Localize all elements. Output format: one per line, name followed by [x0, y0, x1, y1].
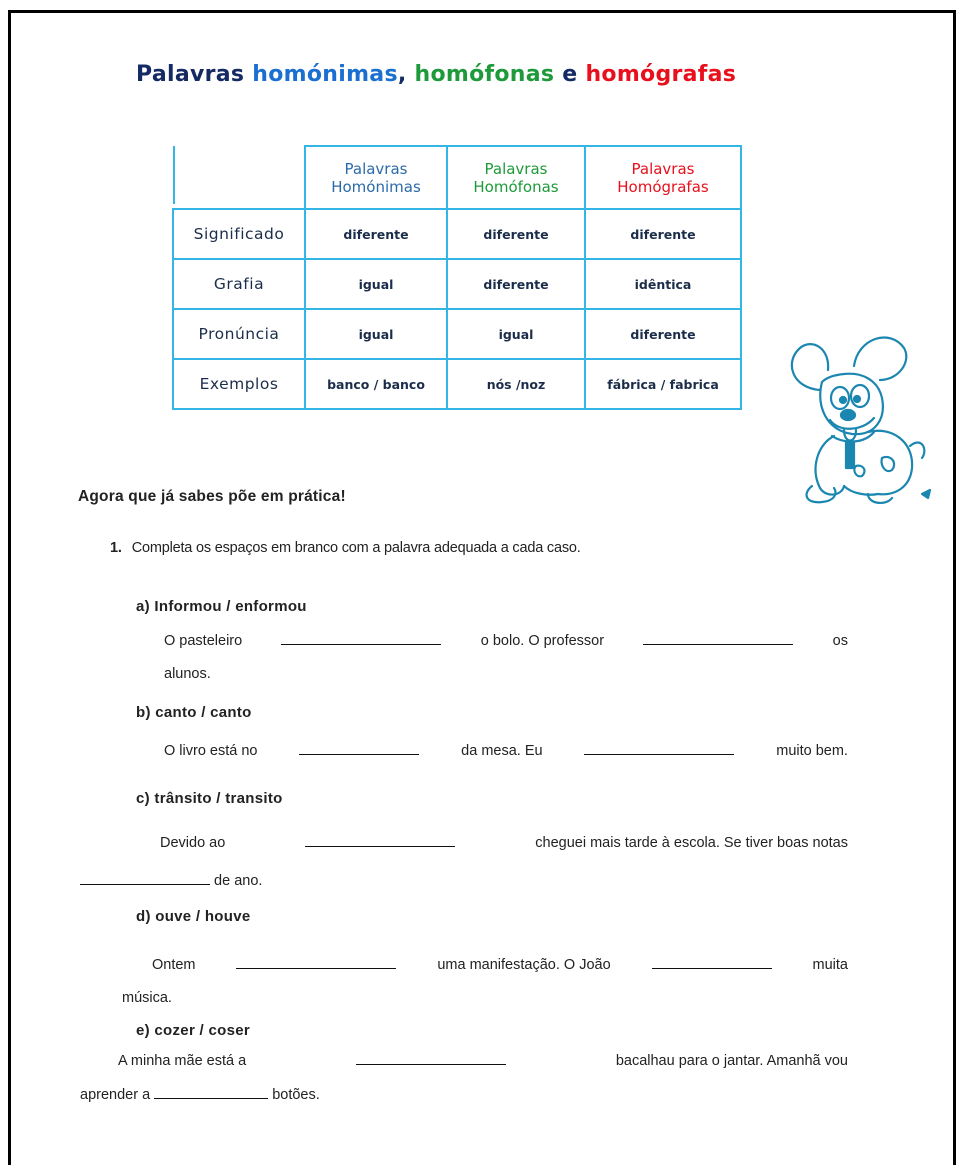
- item-b-text-1: O livro está no: [164, 743, 258, 759]
- title-part-palavras: Palavras: [136, 62, 253, 87]
- page-title: [136, 62, 836, 87]
- item-b-text-2: da mesa. Eu: [461, 743, 543, 759]
- comparison-table: [172, 145, 742, 410]
- item-d-blank-1[interactable]: [236, 956, 396, 969]
- table-cell: idêntica: [585, 259, 741, 309]
- item-a-line1: [164, 632, 848, 649]
- item-a-text-1: O pasteleiro: [164, 633, 243, 649]
- item-c-line1: [160, 834, 848, 851]
- row-label-pronuncia: Pronúncia: [173, 309, 305, 359]
- title-part-homografas: homógrafas: [585, 62, 737, 87]
- header-homografas-line1: Palavras: [631, 159, 695, 178]
- item-c-text-2: cheguei mais tarde à escola. Se tiver boas notas: [535, 835, 848, 851]
- header-homonimas-line1: Palavras: [344, 159, 408, 178]
- table-cell: diferente: [447, 209, 585, 259]
- item-c-blank-2[interactable]: [80, 872, 210, 885]
- table-cell: nós /noz: [447, 359, 585, 409]
- header-homonimas-line2: Homónimas: [331, 177, 421, 196]
- title-part-homofonas: homófonas: [414, 62, 555, 87]
- item-e-text-1: A minha mãe está a: [118, 1053, 247, 1069]
- table-cell: igual: [305, 259, 447, 309]
- header-homofonas-line1: Palavras: [484, 159, 548, 178]
- item-d-label: d) ouve / houve: [136, 908, 251, 925]
- title-part-comma: ,: [397, 62, 415, 87]
- item-c-line2: [80, 872, 262, 889]
- table-cell: diferente: [585, 309, 741, 359]
- item-b-line1: [164, 742, 848, 759]
- header-homonimas: [305, 146, 447, 209]
- table-cell: igual: [305, 309, 447, 359]
- item-c-text-1: Devido ao: [160, 835, 226, 851]
- header-homografas: [585, 146, 741, 209]
- item-d-blank-2[interactable]: [652, 956, 772, 969]
- row-label-significado: Significado: [173, 209, 305, 259]
- practice-heading: Agora que já sabes põe em prática!: [78, 488, 346, 505]
- title-part-homonimas: homónimas: [252, 62, 398, 87]
- header-homofonas-line2: Homófonas: [473, 177, 559, 196]
- table-cell: fábrica / fabrica: [585, 359, 741, 409]
- item-b-blank-2[interactable]: [584, 742, 734, 755]
- item-d-text-2: uma manifestação. O João: [437, 957, 611, 973]
- item-e-text-2: bacalhau para o jantar. Amanhã vou: [615, 1053, 848, 1069]
- item-d-line2: música.: [122, 990, 172, 1006]
- item-a-blank-1[interactable]: [281, 632, 441, 645]
- item-b-text-3: muito bem.: [776, 743, 848, 759]
- item-e-blank-1[interactable]: [356, 1052, 506, 1065]
- item-c-text-3: de ano.: [214, 873, 263, 889]
- cartoon-dog-icon: [782, 318, 932, 508]
- title-part-e: e: [554, 62, 586, 87]
- header-homofonas: [447, 146, 585, 209]
- item-a-line2: alunos.: [164, 666, 211, 682]
- header-homografas-line2: Homógrafas: [617, 177, 709, 196]
- table-row: [173, 209, 741, 259]
- table-corner: [173, 146, 175, 204]
- table-row: [173, 259, 741, 309]
- item-e-label: e) cozer / coser: [136, 1022, 251, 1039]
- table-row: [173, 309, 741, 359]
- item-c-blank-1[interactable]: [305, 834, 455, 847]
- table-cell: banco / banco: [305, 359, 447, 409]
- item-a-text-3: os: [832, 633, 848, 649]
- item-a-blank-2[interactable]: [643, 632, 793, 645]
- row-label-grafia: Grafia: [173, 259, 305, 309]
- row-label-exemplos: Exemplos: [173, 359, 305, 409]
- item-e-text-3: aprender a: [80, 1087, 151, 1103]
- item-c-label: c) trânsito / transito: [136, 790, 283, 807]
- table-cell: diferente: [447, 259, 585, 309]
- item-e-line1: [118, 1052, 848, 1069]
- item-e-text-4: botões.: [272, 1087, 320, 1103]
- instruction-number: 1.: [110, 540, 122, 556]
- table-row: [173, 359, 741, 409]
- item-e-blank-2[interactable]: [154, 1086, 268, 1099]
- item-e-line2: [80, 1086, 320, 1103]
- instruction: [110, 540, 581, 556]
- table-header-row: [173, 146, 741, 209]
- item-d-text-1: Ontem: [152, 957, 196, 973]
- item-b-blank-1[interactable]: [299, 742, 419, 755]
- instruction-text: Completa os espaços em branco com a palavra adequada a cada caso.: [131, 540, 581, 556]
- item-d-line1: [152, 956, 848, 973]
- item-a-label: a) Informou / enformou: [136, 598, 307, 615]
- item-d-text-3: muita: [812, 957, 848, 973]
- table-cell: diferente: [305, 209, 447, 259]
- table-cell: igual: [447, 309, 585, 359]
- table-cell: diferente: [585, 209, 741, 259]
- item-a-text-2: o bolo. O professor: [480, 633, 605, 649]
- item-b-label: b) canto / canto: [136, 704, 252, 721]
